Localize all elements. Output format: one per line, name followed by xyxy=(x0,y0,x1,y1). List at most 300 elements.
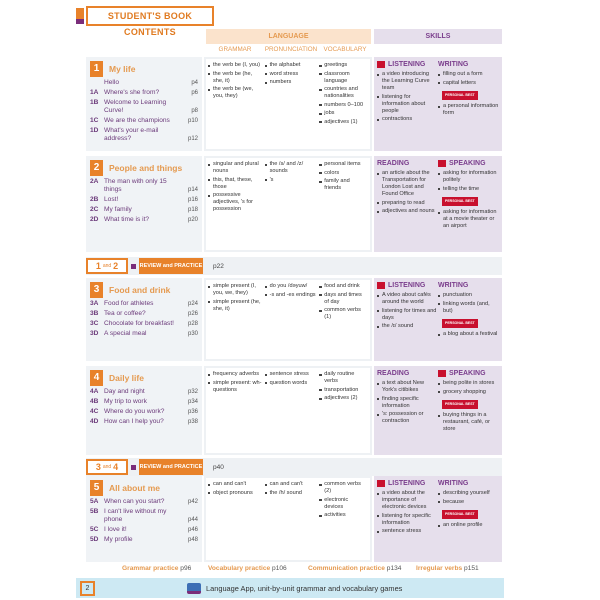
lesson-link[interactable] xyxy=(90,330,198,338)
personal-best-badge: PERSONAL BEST xyxy=(442,319,478,328)
lesson-title: Tea or coffee? xyxy=(104,309,146,317)
pronunciation-column xyxy=(265,62,320,146)
app-promo-text: Language App, unit-by-unit grammar and vocabulary games xyxy=(206,583,403,593)
lesson-link[interactable] xyxy=(90,320,198,328)
grammar-item: this, that, these, those xyxy=(208,177,263,191)
review-from: 1 xyxy=(95,261,101,271)
pronunciation-list xyxy=(265,283,318,299)
skill-item: an online profile xyxy=(438,522,499,529)
unit-title: Food and drink xyxy=(109,284,171,295)
video-icon xyxy=(377,480,385,487)
skill-item: telling the time xyxy=(438,186,499,193)
vocabulary-item: family and friends xyxy=(319,178,366,192)
pronunciation-item: question words xyxy=(265,380,318,387)
skill-item: listening for times and days xyxy=(377,308,438,322)
skill-item: finding specific information xyxy=(377,396,438,410)
review-page: p22 xyxy=(213,262,224,270)
grammar-column xyxy=(208,371,265,450)
lesson-link[interactable] xyxy=(90,388,198,396)
lesson-link[interactable] xyxy=(90,79,198,87)
lesson-link[interactable] xyxy=(90,178,198,195)
vocabulary-column xyxy=(319,283,368,356)
lesson-title: A special meal xyxy=(104,329,147,337)
review-and-practice-row[interactable] xyxy=(86,257,502,275)
lesson-code: 5C xyxy=(90,526,99,534)
skill-list xyxy=(438,103,499,117)
unit-5-language xyxy=(204,476,372,562)
video-icon xyxy=(438,160,446,167)
skill-heading-label: WRITING xyxy=(438,61,469,68)
skill-item: buying things in a restaurant, café, or store xyxy=(438,412,499,433)
lesson-link[interactable] xyxy=(90,99,198,116)
review-and: and xyxy=(102,464,112,470)
page-number: 2 xyxy=(80,581,95,596)
skill-heading xyxy=(438,60,499,69)
vocabulary-list xyxy=(319,371,366,402)
lesson-link[interactable] xyxy=(90,526,198,534)
review-to: 2 xyxy=(113,261,119,271)
lesson-page: p8 xyxy=(191,108,198,115)
vocabulary-list xyxy=(319,283,366,321)
vocabulary-item: common verbs (2) xyxy=(319,481,366,495)
skill-item: asking for information politely xyxy=(438,170,499,184)
lesson-title: We are the champions xyxy=(104,116,170,124)
grammar-column xyxy=(208,161,265,247)
skill-reading xyxy=(377,159,438,249)
skill-item: a text about New York's citibikes xyxy=(377,380,438,394)
lesson-link[interactable] xyxy=(90,508,198,525)
skill-heading xyxy=(377,479,438,488)
lesson-link[interactable] xyxy=(90,310,198,318)
practice-link[interactable] xyxy=(208,565,287,572)
skill-heading-label: LISTENING xyxy=(388,61,426,68)
unit-5-lessons xyxy=(86,476,202,562)
skill-item: adjectives and nouns xyxy=(377,208,438,215)
grammar-item: simple present (I, you, we, they) xyxy=(208,283,263,297)
skill-item: the /ɪ/ sound xyxy=(377,323,438,330)
vocabulary-column xyxy=(319,371,368,450)
lesson-page: p20 xyxy=(187,216,198,223)
skill-item: grocery shopping xyxy=(438,389,499,396)
lesson-title: I can't live without my phone xyxy=(104,507,167,524)
grammar-item: simple present (he, she, it) xyxy=(208,299,263,313)
grammar-column xyxy=(208,283,265,356)
skill-item: A video about cafés around the world xyxy=(377,292,438,306)
lesson-title: Hello xyxy=(104,79,120,86)
practice-page: p106 xyxy=(272,565,287,572)
lesson-code: 4B xyxy=(90,397,99,405)
lesson-page: p12 xyxy=(187,136,198,143)
pronunciation-item: -s and -es endings xyxy=(265,292,318,299)
skill-list xyxy=(438,292,499,315)
lesson-page: p34 xyxy=(187,398,198,405)
unit-4-skills xyxy=(374,366,502,455)
skill-list xyxy=(438,522,499,529)
vocabulary-list xyxy=(319,62,366,126)
pronunciation-column xyxy=(265,371,320,450)
skill-list xyxy=(438,412,499,433)
unit-3-skills xyxy=(374,278,502,361)
skill-heading-label: READING xyxy=(377,370,410,377)
vocabulary-item: transportation xyxy=(319,387,366,394)
unit-1-lessons xyxy=(86,57,202,151)
unit-title: All about me xyxy=(109,482,161,493)
grammar-item: the verb be (he, she, it) xyxy=(208,71,263,85)
unit-title: Daily life xyxy=(109,372,144,383)
vocabulary-item: electronic devices xyxy=(319,497,366,511)
skill-list xyxy=(438,331,499,338)
grammar-item: the verb be (I, you) xyxy=(208,62,263,69)
pronunciation-item: the /h/ sound xyxy=(265,490,318,497)
skill-list xyxy=(438,71,499,87)
lesson-page: p42 xyxy=(187,499,198,505)
grammar-item: frequency adverbs xyxy=(208,371,263,378)
vocabulary-column xyxy=(319,161,368,247)
skill-heading-label: READING xyxy=(377,160,410,167)
review-marker xyxy=(131,264,136,269)
review-marker xyxy=(131,465,136,470)
practice-link[interactable] xyxy=(122,565,191,572)
skill-heading-label: SPEAKING xyxy=(449,160,486,167)
pronunciation-item: the alphabet xyxy=(265,62,318,69)
title-tab-decoration xyxy=(76,8,84,24)
vocabulary-item: numbers 0–100 xyxy=(319,102,366,109)
lesson-link[interactable] xyxy=(90,498,198,506)
skill-heading-label: SPEAKING xyxy=(449,370,486,377)
unit-heading xyxy=(90,281,198,298)
unit-2-language xyxy=(204,156,372,252)
skill-writing xyxy=(438,479,499,559)
lesson-code xyxy=(90,79,104,87)
lesson-page: p38 xyxy=(187,418,198,425)
vocabulary-item: adjectives (1) xyxy=(319,119,366,126)
practice-link[interactable] xyxy=(416,565,479,572)
lesson-code: 3D xyxy=(90,329,99,337)
grammar-list xyxy=(208,161,263,213)
skill-item: asking for information at a movie theater or an airport xyxy=(438,209,499,230)
skill-item: 's: possession or contraction xyxy=(377,411,438,425)
lesson-title: My trip to work xyxy=(104,397,147,405)
skill-item: a blog about a festival xyxy=(438,331,499,338)
pronunciation-column xyxy=(265,161,320,247)
vocabulary-item: adjectives (2) xyxy=(319,395,366,402)
lesson-code: 4A xyxy=(90,388,99,395)
unit-3-lessons xyxy=(86,278,202,361)
vocabulary-item: activities xyxy=(319,512,366,519)
skill-list xyxy=(377,71,438,123)
lesson-code: 3C xyxy=(90,319,99,327)
lesson-page: p16 xyxy=(187,197,198,204)
lesson-page: p46 xyxy=(187,527,198,534)
vocabulary-item: food and drink xyxy=(319,283,366,290)
lesson-title: My profile xyxy=(104,535,133,543)
pronunciation-item: the /s/ and /z/ sounds xyxy=(265,161,318,175)
video-icon xyxy=(377,282,385,289)
lesson-code: 1D xyxy=(90,126,99,134)
pronunciation-header: PRONUNCIATION xyxy=(264,46,318,53)
pronunciation-list xyxy=(265,371,318,387)
review-label: REVIEW and PRACTICE xyxy=(139,459,203,475)
page-title: STUDENT'S BOOK CONTENTS xyxy=(86,6,214,26)
review-units xyxy=(86,459,128,475)
pronunciation-column xyxy=(265,283,320,356)
grammar-item: object pronouns xyxy=(208,490,263,497)
lesson-page: p30 xyxy=(187,330,198,337)
vocabulary-item: days and times of day xyxy=(319,292,366,306)
pronunciation-item: 's xyxy=(265,177,318,184)
skills-header: SKILLS xyxy=(374,29,502,44)
lesson-title: Food for athletes xyxy=(104,300,154,307)
grammar-item: simple present: wh- questions xyxy=(208,380,263,394)
personal-best-badge: PERSONAL BEST xyxy=(442,91,478,100)
personal-best-badge: PERSONAL BEST xyxy=(442,400,478,409)
pronunciation-list xyxy=(265,161,318,184)
grammar-list xyxy=(208,283,263,313)
skill-listening xyxy=(377,281,438,358)
unit-heading xyxy=(90,60,198,77)
lesson-link[interactable] xyxy=(90,206,198,214)
skill-heading-label: LISTENING xyxy=(388,282,426,289)
review-and: and xyxy=(102,263,112,269)
skill-heading xyxy=(438,369,499,378)
unit-title: People and things xyxy=(109,162,183,173)
unit-heading xyxy=(90,369,198,386)
unit-number: 5 xyxy=(90,480,103,496)
lesson-page: p48 xyxy=(187,536,198,543)
lesson-title: My family xyxy=(104,206,132,214)
skill-writing xyxy=(438,60,499,148)
app-icon xyxy=(187,583,201,594)
lesson-title: I love it! xyxy=(104,526,127,534)
pronunciation-item: sentence stress xyxy=(265,371,318,378)
skill-item: contractions xyxy=(377,116,438,123)
lesson-code: 1A xyxy=(90,88,99,96)
unit-5-skills xyxy=(374,476,502,562)
lesson-page: p44 xyxy=(187,517,198,524)
unit-heading xyxy=(90,479,198,496)
lesson-link[interactable] xyxy=(90,418,198,426)
lesson-code: 5D xyxy=(90,535,99,543)
skill-heading-label: WRITING xyxy=(438,282,469,289)
video-icon xyxy=(377,61,385,68)
skill-item: linking words (and, but) xyxy=(438,301,499,315)
pronunciation-item: numbers xyxy=(265,79,318,86)
lesson-code: 2C xyxy=(90,206,99,214)
practice-page: p151 xyxy=(464,565,479,572)
vocabulary-item: common verbs (1) xyxy=(319,307,366,321)
skill-heading xyxy=(377,159,438,168)
unit-3-language xyxy=(204,278,372,361)
skill-list xyxy=(377,380,438,425)
review-to: 4 xyxy=(113,462,119,472)
lesson-code: 2A xyxy=(90,178,99,185)
practice-label: Grammar practice xyxy=(122,565,179,572)
review-and-practice-row[interactable] xyxy=(86,458,502,476)
practice-page: p96 xyxy=(180,565,192,572)
lesson-code: 5A xyxy=(90,498,99,505)
lesson-link[interactable] xyxy=(90,196,198,204)
practice-label: Vocabulary practice xyxy=(208,565,271,572)
lesson-link[interactable] xyxy=(90,127,198,144)
lesson-page: p10 xyxy=(187,117,198,124)
practice-label: Irregular verbs xyxy=(416,565,463,572)
unit-2-lessons xyxy=(86,156,202,252)
unit-heading xyxy=(90,159,198,176)
lesson-page: p14 xyxy=(187,187,198,194)
grammar-item: the verb be (we, you, they) xyxy=(208,86,263,100)
lesson-page: p18 xyxy=(187,207,198,214)
language-header: LANGUAGE xyxy=(206,29,371,44)
video-icon xyxy=(438,370,446,377)
personal-best-badge: PERSONAL BEST xyxy=(442,510,478,519)
lesson-code: 2B xyxy=(90,196,99,204)
unit-number: 2 xyxy=(90,160,103,176)
lesson-title: The man with only 15 things xyxy=(104,178,167,194)
skill-item: capital letters xyxy=(438,80,499,87)
unit-4-language xyxy=(204,366,372,455)
grammar-header: GRAMMAR xyxy=(218,46,252,53)
lesson-code: 3B xyxy=(90,309,99,317)
unit-1-skills xyxy=(374,57,502,151)
review-label: REVIEW and PRACTICE xyxy=(139,258,203,274)
lesson-page: p32 xyxy=(187,389,198,395)
skill-heading xyxy=(438,159,499,168)
practice-label: Communication practice xyxy=(308,565,385,572)
lesson-page: p4 xyxy=(191,80,198,86)
unit-title: My life xyxy=(109,63,136,74)
unit-number: 1 xyxy=(90,61,103,77)
lesson-link[interactable] xyxy=(90,398,198,406)
skill-list xyxy=(377,170,438,215)
skill-writing xyxy=(438,281,499,358)
lesson-link[interactable] xyxy=(90,536,198,544)
vocabulary-item: countries and nationalities xyxy=(319,86,366,100)
grammar-list xyxy=(208,371,263,394)
lesson-title: How can I help you? xyxy=(104,417,164,425)
lesson-code: 1C xyxy=(90,116,99,124)
vocabulary-item: classroom language xyxy=(319,71,366,85)
practice-link[interactable] xyxy=(308,565,401,572)
skill-item: filling out a form xyxy=(438,71,499,78)
unit-1-language xyxy=(204,57,372,151)
lesson-title: Chocolate for breakfast! xyxy=(104,319,175,327)
skill-heading xyxy=(377,60,438,69)
skill-listening xyxy=(377,60,438,148)
review-units xyxy=(86,258,128,274)
unit-number: 4 xyxy=(90,370,103,386)
skill-list xyxy=(438,490,499,506)
vocabulary-column xyxy=(319,62,368,146)
skill-item: describing yourself xyxy=(438,490,499,497)
skill-item: sentence stress xyxy=(377,528,438,535)
pronunciation-column xyxy=(265,481,320,557)
skill-item: because xyxy=(438,499,499,506)
lesson-page: p28 xyxy=(187,320,198,327)
lesson-page: p24 xyxy=(187,301,198,307)
lesson-link[interactable] xyxy=(90,117,198,125)
lesson-title: Where do you work? xyxy=(104,407,165,415)
practice-page: p134 xyxy=(386,565,402,572)
vocabulary-column xyxy=(319,481,368,557)
lesson-code: 3A xyxy=(90,300,99,307)
vocabulary-item: colors xyxy=(319,170,366,177)
pronunciation-item: do you /dəyuw/ xyxy=(265,283,318,290)
grammar-column xyxy=(208,62,265,146)
pronunciation-list xyxy=(265,481,318,497)
review-from: 3 xyxy=(95,462,101,472)
skill-item: listening for specific information xyxy=(377,513,438,527)
vocabulary-item: jobs xyxy=(319,110,366,117)
pronunciation-list xyxy=(265,62,318,86)
lesson-title: Where's she from? xyxy=(104,88,160,96)
unit-2-skills xyxy=(374,156,502,252)
skill-heading xyxy=(438,479,499,488)
skill-heading xyxy=(377,369,438,378)
skill-list xyxy=(377,490,438,535)
lesson-page: p6 xyxy=(191,89,198,96)
skill-heading xyxy=(438,281,499,290)
skill-reading xyxy=(377,369,438,452)
skill-item: preparing to read xyxy=(377,200,438,207)
skill-list xyxy=(438,209,499,230)
grammar-list xyxy=(208,62,263,100)
grammar-item: can and can't xyxy=(208,481,263,488)
lesson-link[interactable] xyxy=(90,408,198,416)
skill-heading xyxy=(377,281,438,290)
skill-item: a video about the importance of electronic devices xyxy=(377,490,438,511)
vocabulary-item: greetings xyxy=(319,62,366,69)
vocabulary-header: VOCABULARY xyxy=(323,46,367,53)
lesson-title: Day and night xyxy=(104,388,145,395)
lesson-link[interactable] xyxy=(90,300,198,308)
grammar-item: possessive adjectives, 's for possession xyxy=(208,192,263,213)
lesson-title: What time is it? xyxy=(104,215,150,223)
unit-number: 3 xyxy=(90,282,103,298)
lesson-link[interactable] xyxy=(90,216,198,224)
lesson-title: What's your e-mail address? xyxy=(104,126,159,143)
vocabulary-list xyxy=(319,161,366,192)
lesson-title: When can you start? xyxy=(104,498,165,505)
vocabulary-item: personal items xyxy=(319,161,366,168)
lesson-code: 5B xyxy=(90,507,99,515)
skill-speaking xyxy=(438,369,499,452)
skill-item: being polite in stores xyxy=(438,380,499,387)
pronunciation-item: word stress xyxy=(265,71,318,78)
vocabulary-item: daily routine verbs xyxy=(319,371,366,385)
skill-item: a video introducing the Learning Curve team xyxy=(377,71,438,92)
skill-list xyxy=(377,292,438,330)
personal-best-badge: PERSONAL BEST xyxy=(442,197,478,206)
grammar-item: singular and plural nouns xyxy=(208,161,263,175)
lesson-link[interactable] xyxy=(90,89,198,97)
lesson-title: Welcome to Learning Curve! xyxy=(104,98,167,115)
skill-heading-label: LISTENING xyxy=(388,480,426,487)
skill-heading-label: WRITING xyxy=(438,480,469,487)
lesson-code: 4C xyxy=(90,407,99,415)
lesson-page: p26 xyxy=(187,310,198,317)
lesson-code: 1B xyxy=(90,98,99,106)
footer-bar xyxy=(76,578,504,598)
grammar-list xyxy=(208,481,263,497)
lesson-code: 4D xyxy=(90,417,99,425)
lesson-code: 2D xyxy=(90,215,99,223)
skill-item: an article about the Transportation for London Lost and Found Office xyxy=(377,170,438,198)
lesson-page: p36 xyxy=(187,408,198,415)
skill-list xyxy=(438,170,499,193)
skill-list xyxy=(438,380,499,396)
grammar-column xyxy=(208,481,265,557)
pronunciation-item: can and can't xyxy=(265,481,318,488)
